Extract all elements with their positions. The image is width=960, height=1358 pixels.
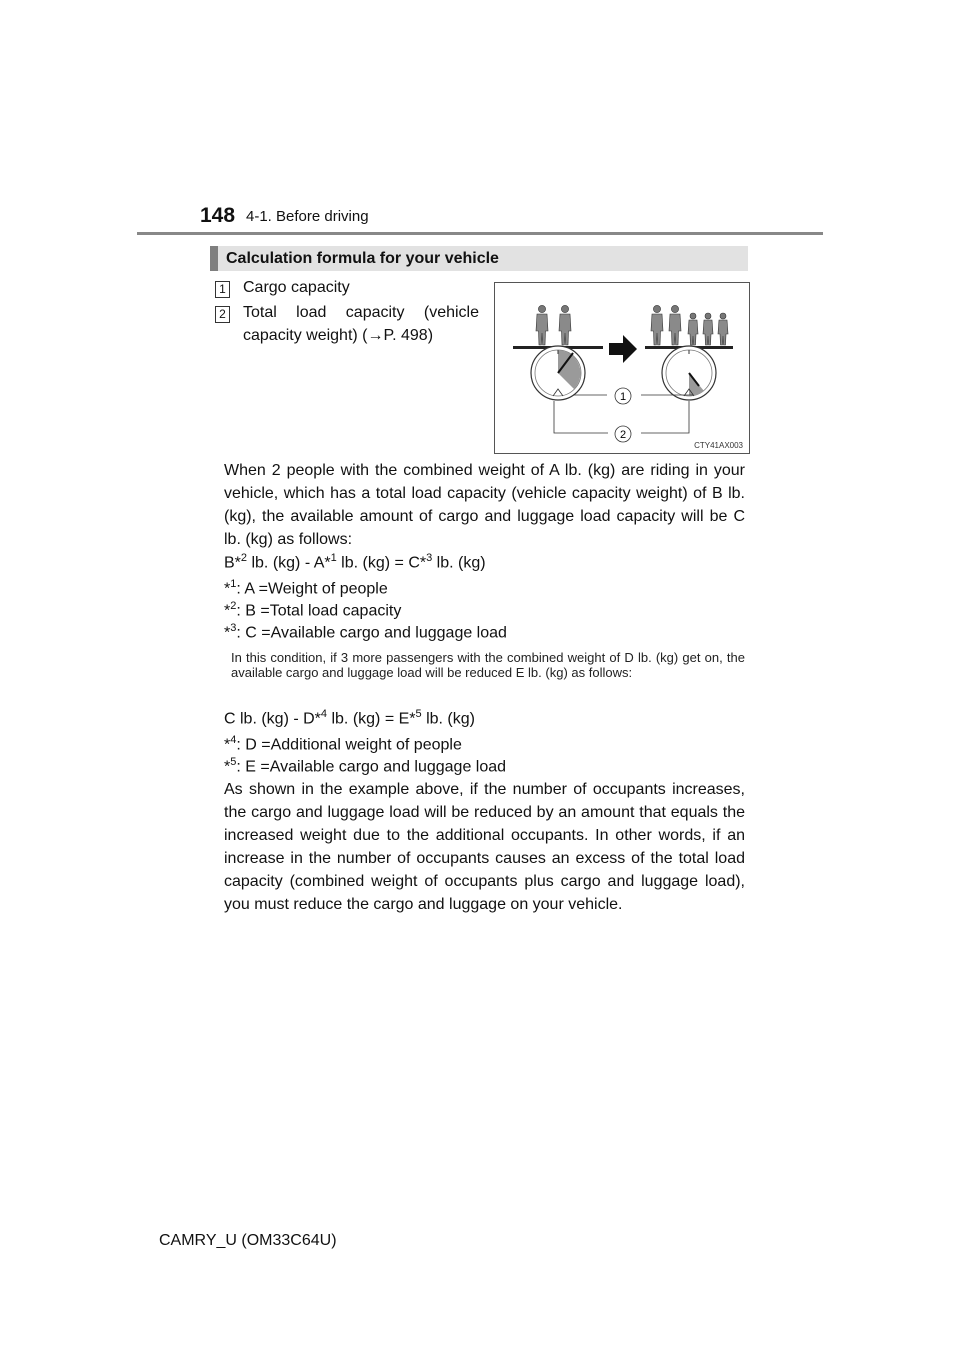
footnote-1 bbox=[224, 578, 388, 598]
person-icon bbox=[536, 305, 548, 345]
footnote-star: * bbox=[224, 580, 231, 598]
item-total-load-line2: capacity weight) (→P. 498) bbox=[243, 327, 434, 344]
formula-part: lb. (kg) bbox=[421, 710, 475, 728]
scale-dial-icon bbox=[531, 346, 585, 400]
formula-sup: 1 bbox=[330, 552, 337, 564]
paragraph-intro: When 2 people with the combined weight of A lb. (kg) are riding in your vehicle, which has a total load capacity (vehicle capacity weight) of B lb. (kg), the available amount of cargo and luggage load capacity will be C lb. (kg) as follows: bbox=[224, 462, 745, 548]
item-total-load-line1: Total load capacity (vehicle bbox=[243, 304, 479, 321]
footnote-4 bbox=[224, 734, 462, 754]
section-title: Calculation formula for your vehicle bbox=[210, 246, 748, 271]
figure-callout-2: 2 bbox=[619, 429, 627, 441]
callout-number-2: 2 bbox=[215, 306, 230, 323]
footnote-text: : E =Available cargo and luggage load bbox=[236, 758, 507, 776]
load-capacity-figure bbox=[494, 282, 750, 454]
small-note-paragraph: In this condition, if 3 more passengers with the combined weight of D lb. (kg) get on, the available cargo and luggage load will be reduced E lb. (kg) as follows: bbox=[231, 650, 745, 680]
footnote-3 bbox=[224, 622, 507, 642]
formula-part: lb. (kg) bbox=[432, 554, 486, 572]
formula-part: lb. (kg) = E* bbox=[327, 710, 416, 728]
footnote-sup: 4 bbox=[230, 734, 237, 746]
person-icon bbox=[718, 313, 728, 345]
arrow-right-icon bbox=[609, 335, 637, 363]
footnote-text: : D =Additional weight of people bbox=[236, 736, 462, 754]
person-icon bbox=[651, 305, 663, 345]
footnote-sup: 3 bbox=[230, 622, 237, 634]
person-icon bbox=[559, 305, 571, 345]
footnote-text: : B =Total load capacity bbox=[236, 602, 402, 620]
person-icon bbox=[703, 313, 713, 345]
footnote-sup: 2 bbox=[230, 600, 237, 612]
footnote-star: * bbox=[224, 624, 231, 642]
person-icon bbox=[669, 305, 681, 345]
figure-callout-1: 1 bbox=[619, 391, 627, 403]
section-header: 4-1. Before driving bbox=[246, 208, 369, 225]
footnote-star: * bbox=[224, 602, 231, 620]
formula-sup: 2 bbox=[240, 552, 248, 564]
footnote-sup: 5 bbox=[230, 756, 237, 768]
footnote-2 bbox=[224, 600, 401, 620]
formula-1 bbox=[224, 552, 486, 572]
callout-number-1: 1 bbox=[215, 281, 230, 298]
footnote-star: * bbox=[224, 758, 231, 776]
formula-sup: 3 bbox=[426, 552, 433, 564]
person-icon bbox=[688, 313, 698, 345]
footnote-sup: 1 bbox=[230, 578, 237, 590]
formula-part: lb. (kg) - A* bbox=[247, 554, 331, 572]
scale-dial-icon bbox=[662, 346, 716, 400]
paragraph-conclusion: As shown in the example above, if the number of occupants increases, the cargo and luggage load will be reduced by an amount that equals the increased weight due to the additional occupants. In other words, if an increase in the number of occupants causes an excess of the total load capacity (combined weight of occupants plus cargo and luggage load), you must reduce the cargo and luggage on your vehicle. bbox=[224, 781, 745, 913]
footnote-star: * bbox=[224, 736, 231, 754]
formula-sup: 4 bbox=[320, 708, 328, 720]
formula-2 bbox=[224, 708, 475, 728]
footnote-text: : C =Available cargo and luggage load bbox=[236, 624, 507, 642]
footnote-5 bbox=[224, 756, 506, 776]
formula-part: B* bbox=[224, 554, 241, 572]
formula-part: lb. (kg) = C* bbox=[336, 554, 427, 572]
header-rule bbox=[137, 232, 823, 235]
figure-code: CTY41AX003 bbox=[694, 441, 743, 450]
formula-sup: 5 bbox=[415, 708, 422, 720]
footer-model-code: CAMRY_U (OM33C64U) bbox=[159, 1232, 337, 1249]
page-number: 148 bbox=[200, 204, 236, 227]
item-cargo-capacity: Cargo capacity bbox=[243, 279, 350, 296]
formula-part: C lb. (kg) - D* bbox=[224, 710, 321, 728]
footnote-text: : A =Weight of people bbox=[236, 580, 388, 598]
figure-illustration bbox=[495, 283, 749, 453]
